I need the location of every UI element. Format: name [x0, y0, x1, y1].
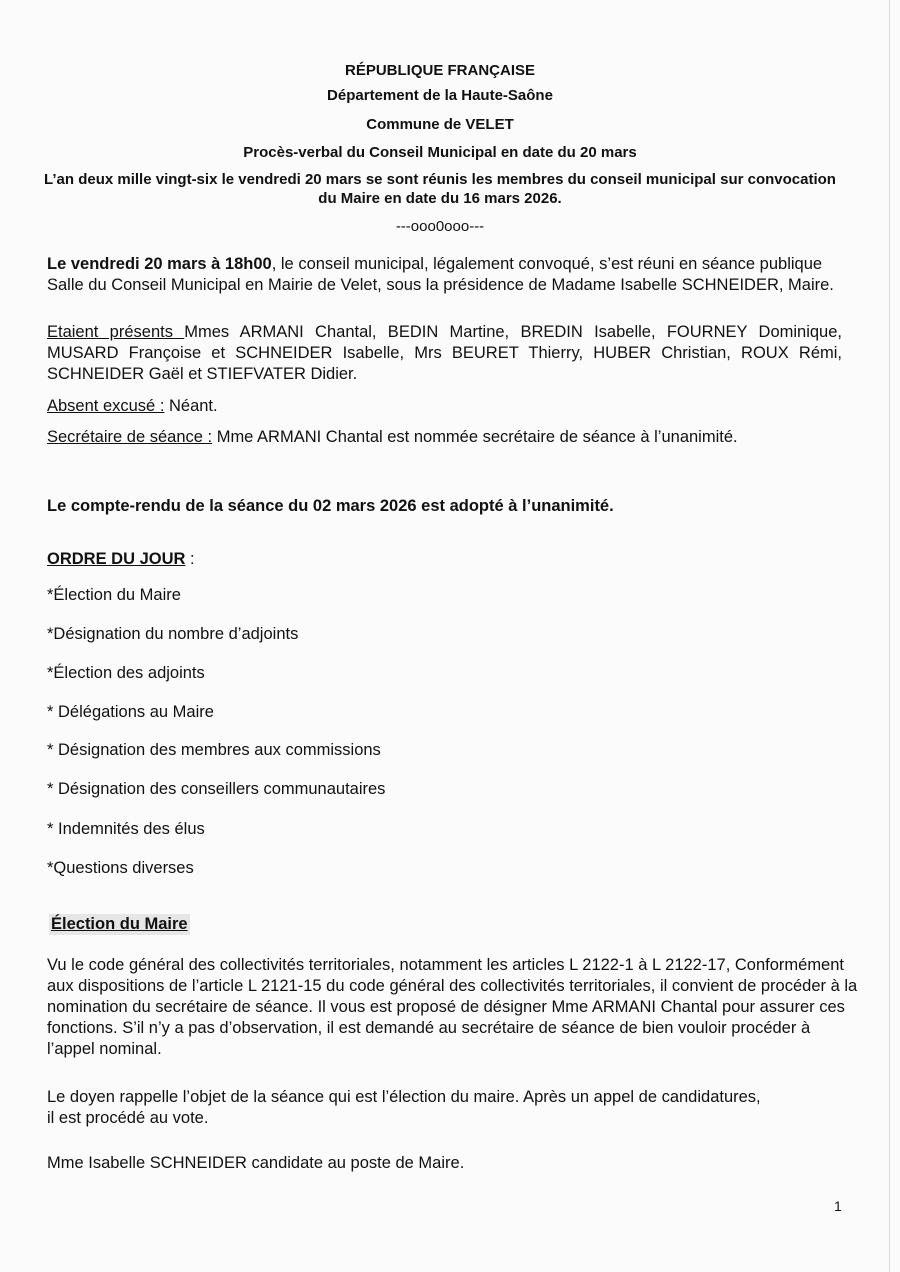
election-section-title: Élection du Maire: [51, 915, 188, 933]
separator: ---ooo0ooo---: [395, 218, 485, 235]
election-paragraph-2: Le doyen rappelle l’objet de la séance qui est l’élection du maire. Après un appel de candidatures, il est procédé au vote.: [47, 1088, 761, 1127]
page-edge: [889, 0, 890, 1272]
minutes-adopted: Le compte-rendu de la séance du 02 mars 2026 est adopté à l’unanimité.: [47, 497, 614, 515]
opening-paragraph: [47, 254, 842, 296]
opening-text: , le conseil municipal, légalement convoqué, s’est réuni en séance publique Salle du Conseil Municipal en Mairie de Velet, sous la présidence de Madame Isabelle SCHNEIDER, Maire.: [47, 255, 834, 294]
agenda-suffix: :: [185, 550, 195, 568]
intro-statement: L’an deux mille vingt-six le vendredi 20 mars se sont réunis les membres du conseil municipal sur convocation du Maire en date du 16 mars 2026.: [44, 171, 836, 207]
agenda-item: * Désignation des conseillers communautaires: [47, 780, 386, 798]
agenda-item: * Indemnités des élus: [47, 820, 205, 838]
agenda-item: * Délégations au Maire: [47, 703, 214, 721]
republic-heading: RÉPUBLIQUE FRANÇAISE: [344, 62, 535, 79]
commune-heading: Commune de VELET: [366, 116, 514, 133]
agenda-item: *Élection du Maire: [47, 586, 181, 604]
present-paragraph: [47, 322, 842, 385]
opening-lead: Le vendredi 20 mars à 18h00: [47, 255, 272, 273]
agenda-heading: [47, 549, 842, 570]
absent-line: [47, 396, 842, 417]
absent-text: Néant.: [164, 397, 218, 415]
agenda-label: ORDRE DU JOUR: [47, 550, 186, 568]
present-text: Mmes ARMANI Chantal, BEDIN Martine, BREDIN Isabelle, FOURNEY Dominique, MUSARD Françoise et SCHNEIDER Isabelle, Mrs BEURET Thierry, HUBER Christian, ROUX Rémi, SCHNEIDER Gaël et STIEFVATER Didier.: [47, 323, 842, 383]
agenda-item: *Désignation du nombre d’adjoints: [47, 625, 299, 643]
secretary-label: Secrétaire de séance :: [47, 428, 213, 446]
absent-label: Absent excusé :: [47, 397, 165, 415]
present-label: Etaient présents: [47, 323, 185, 341]
department-heading: Département de la Haute-Saône: [327, 87, 553, 104]
agenda-item: * Désignation des membres aux commissions: [47, 741, 381, 759]
agenda-item: *Élection des adjoints: [47, 664, 205, 682]
secretary-line: [47, 427, 842, 448]
secretary-text: Mme ARMANI Chantal est nommée secrétaire de séance à l’unanimité.: [212, 428, 738, 446]
agenda-item: *Questions diverses: [47, 859, 194, 877]
document-title: Procès-verbal du Conseil Municipal en date du 20 mars: [243, 144, 637, 161]
mayor-candidate: Mme Isabelle SCHNEIDER candidate au poste de Maire.: [47, 1154, 465, 1172]
page-number: 1: [834, 1198, 842, 1214]
election-paragraph-1: Vu le code général des collectivités territoriales, notamment les articles L 2122-1 à L 2122-17, Conformément aux dispositions de l’article L 2121-15 du code général des collectivités territoriales, il convient de procéder à la nomination du secrétaire de séance. Il vous est proposé de désigner Mme ARMANI Chantal pour assurer ces fonctions. S’il n’y a pas d’observation, il est demandé au secrétaire de séance de bien vouloir procéder à l’appel nominal.: [47, 956, 858, 1058]
